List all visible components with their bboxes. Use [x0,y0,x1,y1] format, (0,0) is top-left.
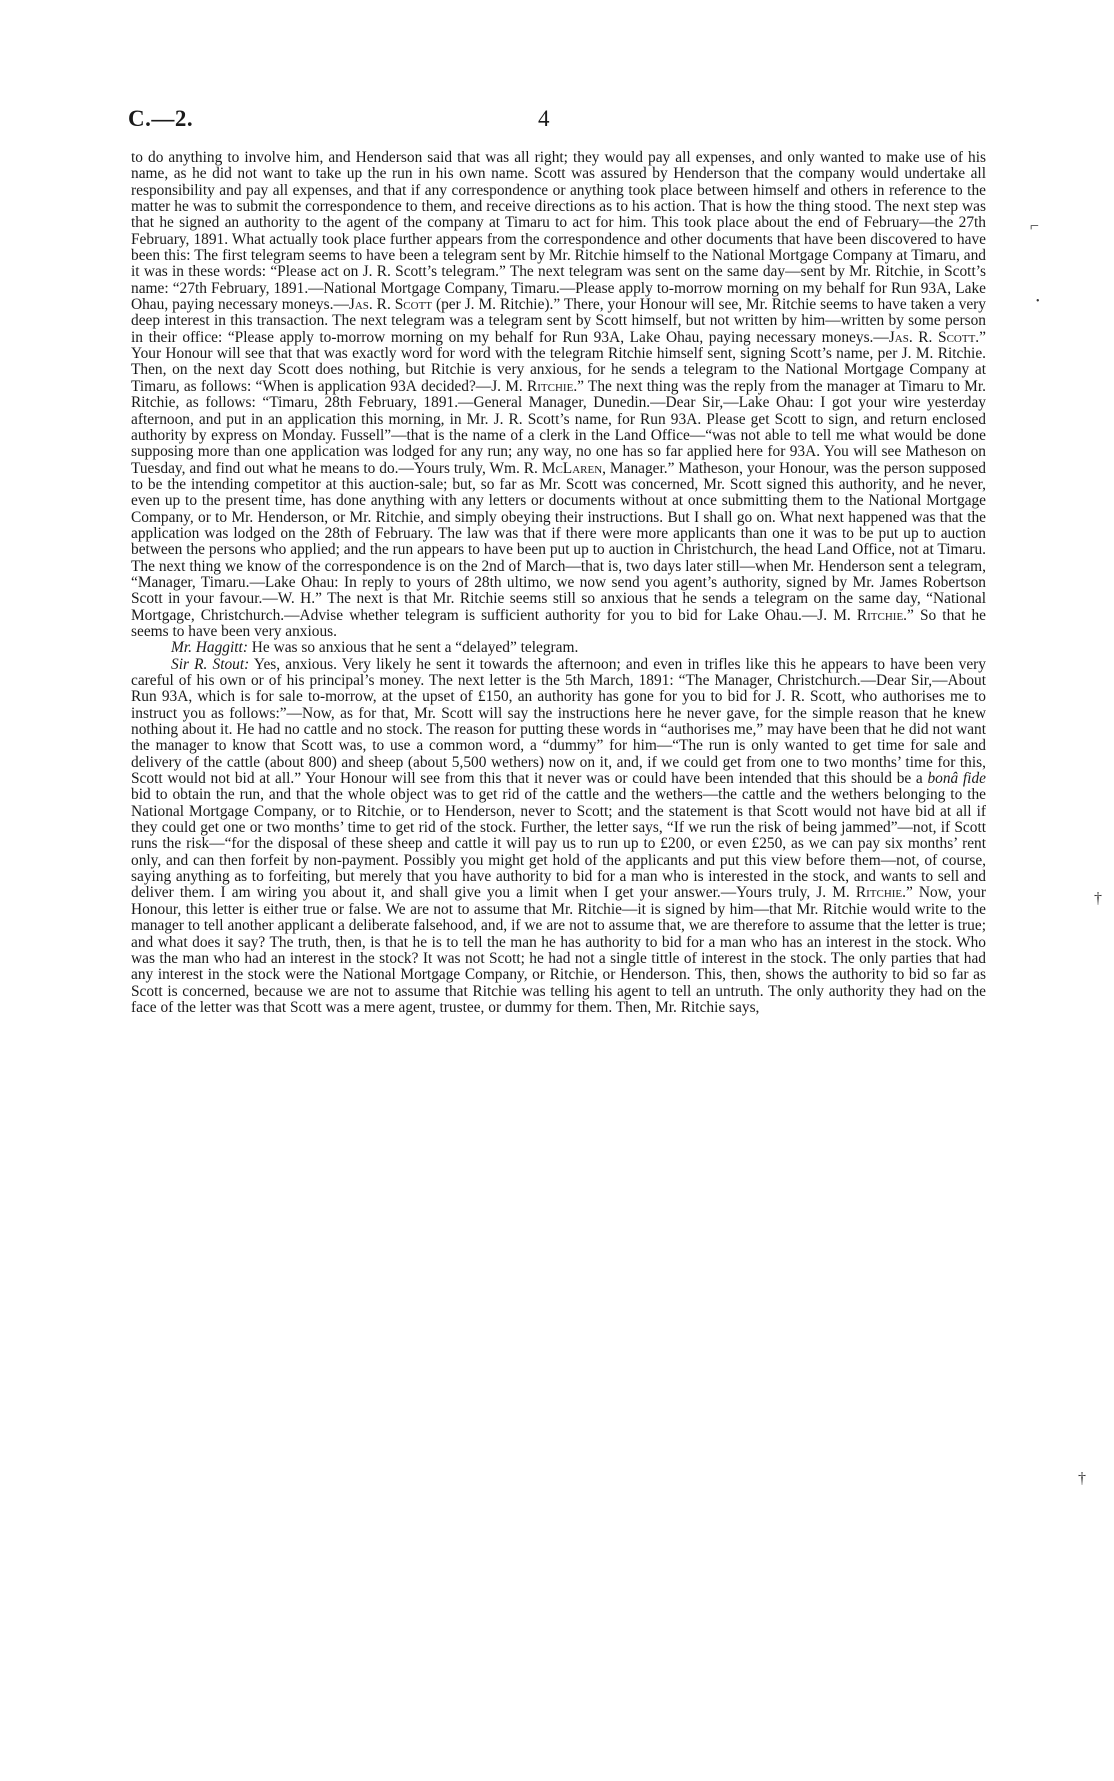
margin-dot: • [1036,296,1040,307]
text-run: , Manager.” Matheson, your Honour, was the person supposed to be the intending competitor at this auction-sale; but, so far as Mr. Scott was concerned, Mr. Scott signed this authority, and he never, even up to the present time, has done anything with any letters or documents without at once submitting them to the National Mortgage Company, or to Mr. Henderson, or Mr. Ritchie, and simply obeying their instructions. But I shall go on. What next happened was that the application was lodged on the 28th of February. The law was that if there were more applicants than one it was to be put up to auction between the persons who applied; and the run appears to have been put up to auction in Christchurch, the head Land Office, not at Timaru. The next thing we know of the correspondence is on the 2nd of March—that is, two days later still—when Mr. Henderson sent a telegram, “Manager, Timaru.—Lake Ohau: In reply to yours of 28th ultimo, we now send you agent’s authority, signed by Mr. James Robertson Scott in your favour.—W. H.” The next is that Mr. Ritchie seems still so anxious that he sends a telegram on the same day, “National Mortgage, Christchurch.—Advise whether telegram is sufficient authority for you to bid for Lake Ohau.—J. M. [131,459,986,624]
text-run: bid to obtain the run, and that the whole object was to get rid of the cattle and the wethers—the cattle and the wethers belonging to the National Mortgage Company, or to Ritchie, or to Henderson, never to Scott; and the statement is that Scott would not have bid at all if they could get one or two months’ time to get rid of the stock. Further, the letter says, “If we run the risk of being jammed”—not, if Scott runs the risk—“for the disposal of these sheep and cattle it will pay us to run up to £200, or even £250, as we can pay six months’ rent only, and can then forfeit by non-payment. Possibly you might get hold of the applicants and put this view before them—not, of course, saying anything as to forfeiting, but merely that you have authority to bid for a man who is interested in the stock, and wants to sell and deliver them. I am wiring you about it, and shall give you a limit when I get your answer.—Yours truly, J. M. [131,786,986,902]
speaker-name: Mr. Haggitt: [171,639,248,657]
signature-name: Ritchie [856,606,904,624]
text-run: .” So that he seems to have been very anxious. [131,606,986,640]
run-suffix: A [609,328,621,346]
text-run: , which is for sale to-morrow, at the upset of £150, an authority has gone for you to bid for J. R. Scott, who authorises me to instruct you as follows:”—Now, as for that, Mr. Scott will say the instructions here he never gave, for the simple reason that he knew nothing about it. He had no cattle and no stock. The reason for putting these words in “authorises me,” may have been that he did not want the manager to know that Scott was, to use a common word, a “dummy” for him—“The run is only wanted to get time for sale and delivery of the cattle (about 800) and sheep (about 5,500 wethers) now on it, and, if we could get from one to two months’ time for this, Scott would not bid at all.” Your Honour will see from this that it never was or could have been intended that this should be a [131,688,986,788]
signature-name: McLaren [541,459,603,477]
text-run: . You will see Matheson on Tuesday, and find out what he means to do.—Yours truly, Wm. R. [131,443,986,477]
text-run: Yes, anxious. Very likely he sent it towards the afternoon; and even in trifles like this he appears to have been very careful of his own or of his principal’s money. The next letter is the 5th March, 1891: “The Manager, Christchurch.—Dear Sir,—About Run 93 [131,655,987,706]
margin-mark: ⌐ [1030,218,1040,235]
text-run: He was so anxious that he sent a “delayed” telegram. [247,639,579,657]
signature-name: Ritchie [527,377,574,395]
signature-name: Jas. R. Scott [348,296,433,314]
run-suffix: A [805,443,817,461]
text-run: (per J. M. Ritchie).” There, your Honour will see, Mr. Ritchie seems to have taken a very deep interest in this transaction. The next telegram was a telegram sent by Scott himself, but not written by him—written by some person in their office: “Please apply to-morrow morning on my behalf for Run 93 [131,296,986,346]
text-run: .” The next thing was the reply from the manager at Timaru to Mr. Ritchie, as follows: “Timaru, 28th February, 1891.—General Manager, Dunedin.—Dear Sir,—Lake Ohau: I got your wire yesterday afternoon, and put in an application this morning, in Mr. J. R. Scott’s name, for Run 93 [131,377,986,428]
margin-mark: † [1078,1470,1086,1487]
page-number: 4 [538,106,550,131]
run-suffix: A [686,410,698,428]
text-run: , Lake Ohau, paying necessary moneys.— [620,328,889,346]
text-run: .” Now, your Honour, this letter is either true or false. We are not to assume that Mr. Ritchie—it is signed by him—that Mr. Ritchie would write to the manager to tell another applicant a deliberate falsehood, and, if we are not to assume that, we are therefore to assume that the letter is true; and what does it say? The truth, then, is that he is to tell the man he has authority to bid for a man who has an interest in the stock. Who was the man who had an interest in the stock? It was not Scott; he had not a single tittle of interest in the stock. The only parties that had any interest in the stock were the National Mortgage Company, or Ritchie, or Henderson. This, then, shows the authority to bid so far as Scott is concerned, because we are not to assume that Ritchie was telling his agent to tell an untruth. The only authority they had on the face of the letter was that Scott was a mere agent, trustee, or dummy for them. Then, Mr. Ritchie says, [131,884,986,1016]
latin-phrase: bonâ fide [927,770,986,788]
signature-name: Jas. R. Scott [888,328,976,346]
document-reference: C.—2. [128,106,194,131]
paragraph-2 [131,640,986,656]
text-run: to do anything to involve him, and Henderson said that was all right; they would pay all expenses, and only wanted to make use of his name, as he did not want to take up the run in his own name. Scott was assured by Henderson that the company would undertake all responsibility and pay all expenses, and that if any correspondence or anything took place between himself and others in reference to the matter he was to submit the correspondence to them, and receive directions as to his action. That is how the thing stood. The next step was that he signed an authority to the agent of the company at Timaru to act for him. This took place about the end of February—the 27th February, 1891. What actually took place further appears from the correspondence and other documents that have been discovered to have been this: The first telegram seems to have been a telegram sent by Mr. Ritchie himself to the National Mortgage Company at Timaru, and it was in these words: “Please act on J. R. Scott’s telegram.” The next telegram was sent on the same day—sent by Mr. Ritchie, in Scott’s name: “27th February, 1891.—National Mortgage Company, Timaru.—Please apply to-morrow morning on my behalf for Run 93 [131,149,986,297]
text-run: , Lake Ohau, paying necessary moneys.— [131,279,986,314]
text-run: .” Your Honour will see that that was exactly word for word with the telegram Ritchie himself sent, signing Scott’s name, per J. M. Ritchie. Then, on the next day Scott does nothing, but Ritchie is very anxious, for he sends a telegram to the National Mortgage Company at Timaru, as follows: “When is application 93 [131,328,986,395]
document-body [131,150,986,1016]
run-suffix: A [405,377,417,395]
paragraph-3 [131,657,986,1017]
page-header [128,106,988,136]
signature-name: Ritchie [855,884,903,902]
text-run: decided?—J. M. [416,377,527,395]
paragraph-1 [131,150,986,640]
speaker-name: Sir R. Stout: [171,655,250,673]
run-suffix: A [177,688,189,706]
margin-mark: † [1094,890,1102,907]
text-run: . Please get Scott to sign, and return enclosed authority by express on Monday. Fussell”—that is the name of a clerk in the Land Office—“was not able to tell me what would be done supposing more than one application was lodged for any run; any way, no one has so far applied here for 93 [131,410,986,461]
run-suffix: A [936,279,948,297]
